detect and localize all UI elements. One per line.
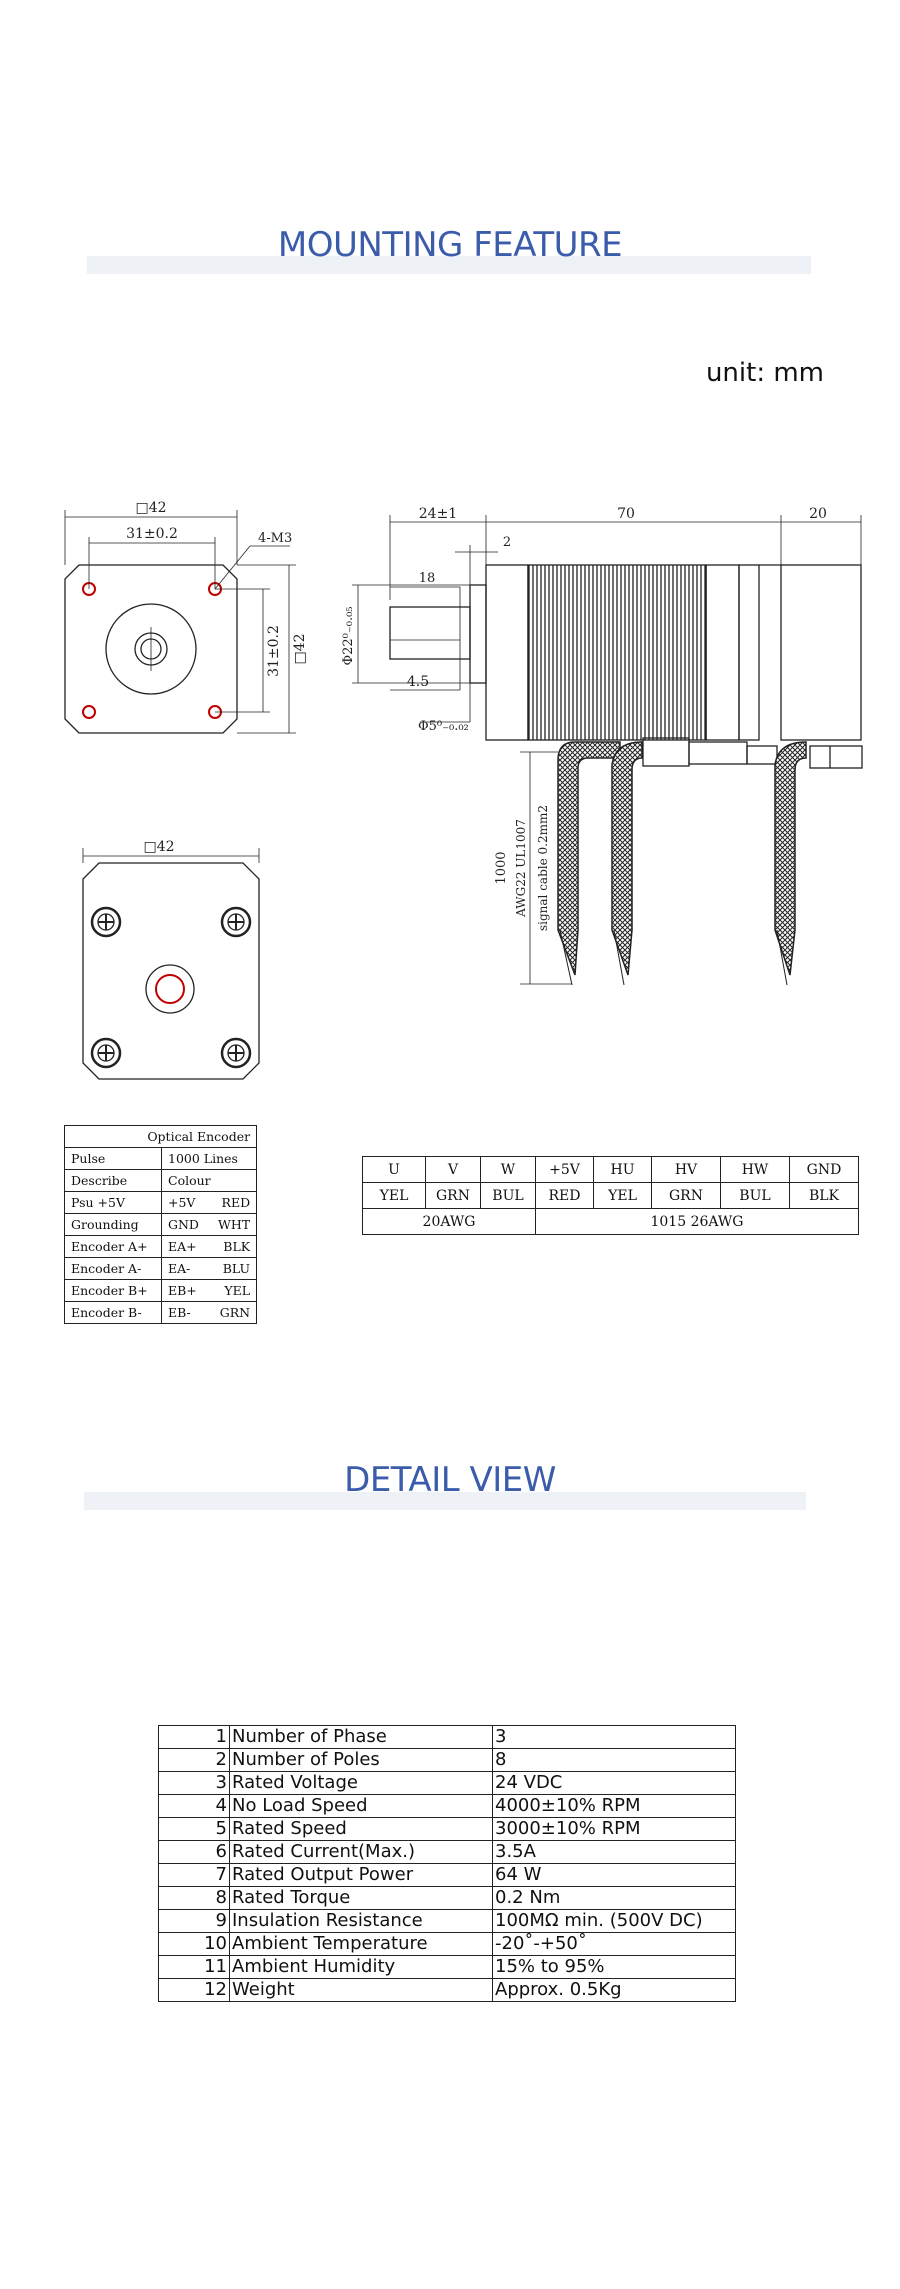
cable-gland: [643, 738, 689, 766]
cable-gland: [810, 746, 862, 768]
signal-spec: signal cable 0.2mm2: [536, 805, 550, 931]
table-row: 3 Rated Voltage 24 VDC: [159, 1772, 736, 1795]
table-row: U V W +5V HU HV HW GND: [363, 1157, 859, 1183]
rear-screw: [222, 908, 250, 936]
dim-hole-pitch-h: 31±0.2: [126, 526, 178, 542]
rear-screw: [222, 1039, 250, 1067]
table-row: Grounding GND WHT: [65, 1214, 257, 1236]
table-row: Pulse 1000 Lines: [65, 1148, 257, 1170]
unit-label: unit: mm: [705, 358, 824, 388]
dim-front-width: □42: [135, 500, 167, 516]
table-row: 10 Ambient Temperature -20˚-+50˚: [159, 1933, 736, 1956]
front-boss-side: [470, 585, 486, 683]
table-row: 6 Rated Current(Max.) 3.5A: [159, 1841, 736, 1864]
dim-flat-depth: 4.5: [406, 674, 430, 690]
dim-shaft-diameter: Φ5⁰₋₀.₀₂: [418, 719, 469, 734]
motor-drawing: [0, 460, 900, 1100]
mounting-feature-title: MOUNTING FEATURE: [277, 225, 623, 265]
rear-screw: [92, 908, 120, 936]
lead-spec: AWG22 UL1007: [514, 819, 528, 917]
table-row: 1 Number of Phase 3: [159, 1726, 736, 1749]
gauge-power: 20AWG: [363, 1209, 536, 1235]
signal-cable: [775, 742, 806, 975]
rear-boss: [146, 965, 194, 1013]
stator-body: [528, 565, 706, 740]
shaft: [390, 607, 470, 659]
rear-center: [156, 975, 184, 1003]
mounting-hole: [83, 706, 95, 718]
table-row: 7 Rated Output Power 64 W: [159, 1864, 736, 1887]
table-row: Encoder A- EA- BLU: [65, 1258, 257, 1280]
table-row: 9 Insulation Resistance 100MΩ min. (500V DC): [159, 1910, 736, 1933]
table-row: 11 Ambient Humidity 15% to 95%: [159, 1956, 736, 1979]
dim-hole-pitch-v: 31±0.2: [266, 625, 282, 677]
table-row: YEL GRN BUL RED YEL GRN BUL BLK: [363, 1183, 859, 1209]
table-row: Describe Colour: [65, 1170, 257, 1192]
table-row: Encoder B- EB- GRN: [65, 1302, 257, 1324]
table-row: Encoder A+ EA+ BLK: [65, 1236, 257, 1258]
dim-encoder-length: 20: [809, 506, 827, 522]
encoder-table: [64, 1125, 257, 1324]
rear-screw: [92, 1039, 120, 1067]
gauge-signal: 1015 26AWG: [536, 1209, 859, 1235]
rear-view: [83, 848, 259, 1079]
front-flange-side: [486, 565, 528, 740]
table-row: 4 No Load Speed 4000±10% RPM: [159, 1795, 736, 1818]
table-row: 2 Number of Poles 8: [159, 1749, 736, 1772]
table-row: Psu +5V +5V RED: [65, 1192, 257, 1214]
dim-rear-width: □42: [143, 839, 175, 855]
dim-body-length: 70: [617, 506, 635, 522]
dim-shaft-length: 24±1: [418, 506, 458, 522]
table-row: 5 Rated Speed 3000±10% RPM: [159, 1818, 736, 1841]
rear-end-cap: [706, 565, 739, 740]
spec-table: [158, 1725, 736, 2002]
encoder-table-header: Optical Encoder: [65, 1126, 257, 1148]
dim-front-height: □42: [292, 633, 308, 665]
wire-table: [362, 1156, 859, 1235]
power-cable: [558, 742, 620, 975]
dim-lead-length: 1000: [494, 851, 509, 885]
rear-cover: [83, 863, 259, 1079]
table-row: 12 Weight Approx. 0.5Kg: [159, 1979, 736, 2002]
power-cable: [612, 742, 642, 975]
detail-view-title: DETAIL VIEW: [344, 1460, 556, 1500]
table-row: Encoder B+ EB+ YEL: [65, 1280, 257, 1302]
encoder-housing: [781, 565, 861, 740]
table-row: [65, 1126, 257, 1148]
dim-boss-step: 2: [502, 535, 512, 550]
dim-boss-diameter: Φ22⁰₋₀.₀₅: [341, 606, 356, 666]
hole-label: 4-M3: [258, 531, 293, 546]
table-row: [363, 1209, 859, 1235]
table-row: 8 Rated Torque 0.2 Nm: [159, 1887, 736, 1910]
dim-flat-length: 18: [418, 571, 436, 586]
